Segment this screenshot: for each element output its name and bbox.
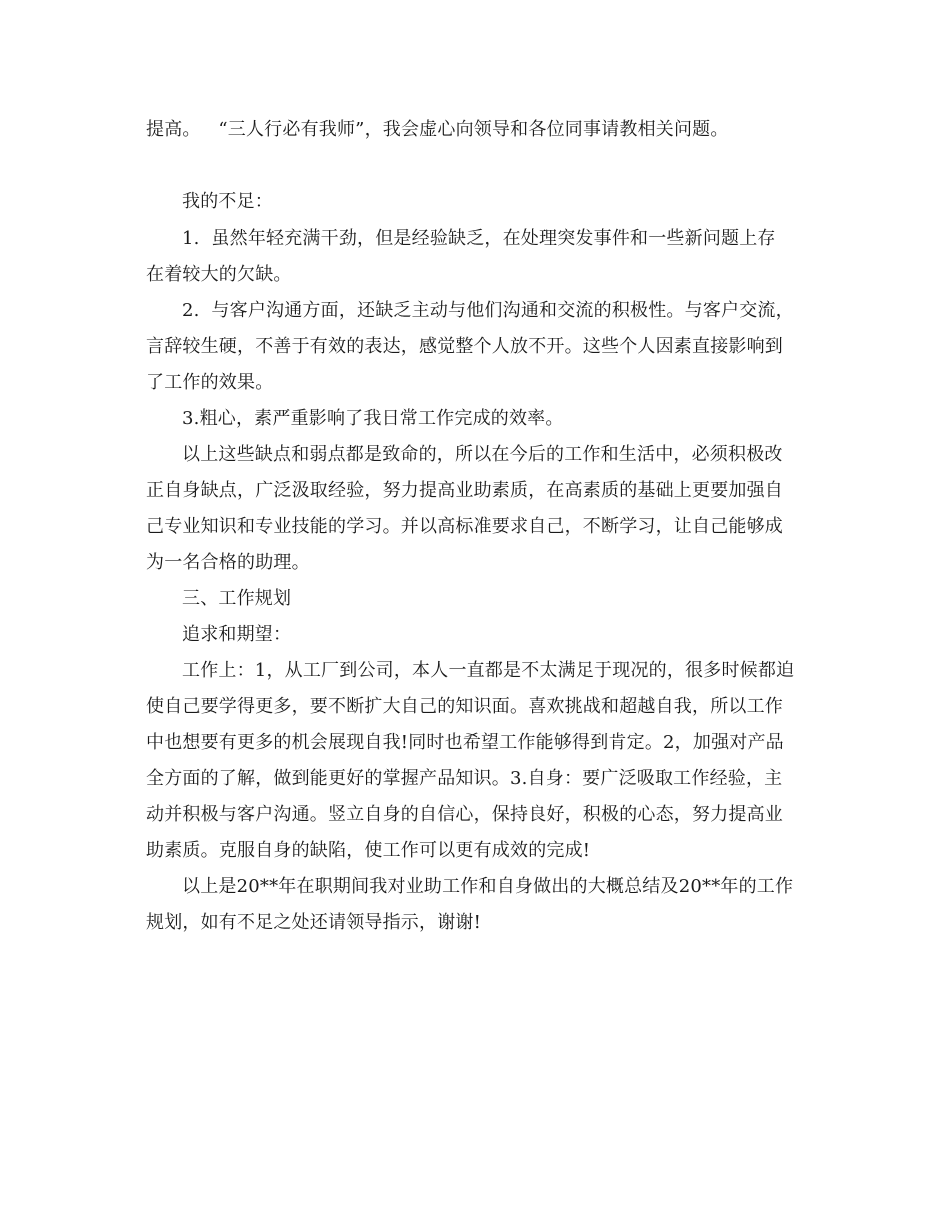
text-line: 使自己要学得更多，要不断扩大自己的知识面。喜欢挑战和超越自我，所以工作	[146, 696, 783, 717]
text-line: 全方面的了解，做到能更好的掌握产品知识。3.自身：要广泛吸取工作经验，主	[146, 768, 783, 789]
text-line: 动并积极与客户沟通。竖立自身的自信心，保持良好，积极的心态，努力提高业	[146, 804, 783, 825]
text-line: 以上是20**年在职期间我对业助工作和自身做出的大概总结及20**年的工作	[182, 876, 794, 897]
text-line: 为一名合格的助理。	[146, 552, 310, 573]
section-heading: 三、工作规划	[182, 588, 292, 609]
text-line: 工作上：1，从工厂到公司，本人一直都是不太满足于现况的，很多时候都迫	[182, 660, 795, 681]
text-line: 正自身缺点，广泛汲取经验，努力提高业助素质，在高素质的基础上更要加强自	[146, 480, 783, 501]
text-line: 己专业知识和专业技能的学习。并以高标准要求自己，不断学习，让自己能够成	[146, 516, 783, 537]
text-line: 以上这些缺点和弱点都是致命的，所以在今后的工作和生活中，必须积极改	[182, 444, 783, 465]
text-line: 1. 虽然年轻充满干劲，但是经验缺乏，在处理突发事件和一些新问题上存	[182, 228, 776, 249]
text-line: 我的不足：	[182, 191, 273, 212]
text-line: 助素质。克服自身的缺陷，使工作可以更有成效的完成!	[146, 840, 591, 861]
text-line: 3.粗心，素严重影响了我日常工作完成的效率。	[182, 408, 564, 429]
text-line: 追求和期望：	[182, 624, 292, 645]
text-line: 言辞较生硬，不善于有效的表达，感觉整个人放不开。这些个人因素直接影响到	[146, 336, 783, 357]
text-line: 提高。 “三人行必有我师”，我会虚心向领导和各位同事请教相关问题。	[146, 119, 729, 140]
text-line: 中也想要有更多的机会展现自我!同时也希望工作能够得到肯定。2，加强对产品	[146, 732, 784, 753]
text-line: 规划，如有不足之处还请领导指示，谢谢!	[146, 912, 482, 933]
text-line: 了工作的效果。	[146, 372, 274, 393]
text-line: 在着较大的欠缺。	[146, 264, 292, 285]
text-line: 2. 与客户沟通方面，还缺乏主动与他们沟通和交流的积极性。与客户交流，	[182, 300, 794, 321]
